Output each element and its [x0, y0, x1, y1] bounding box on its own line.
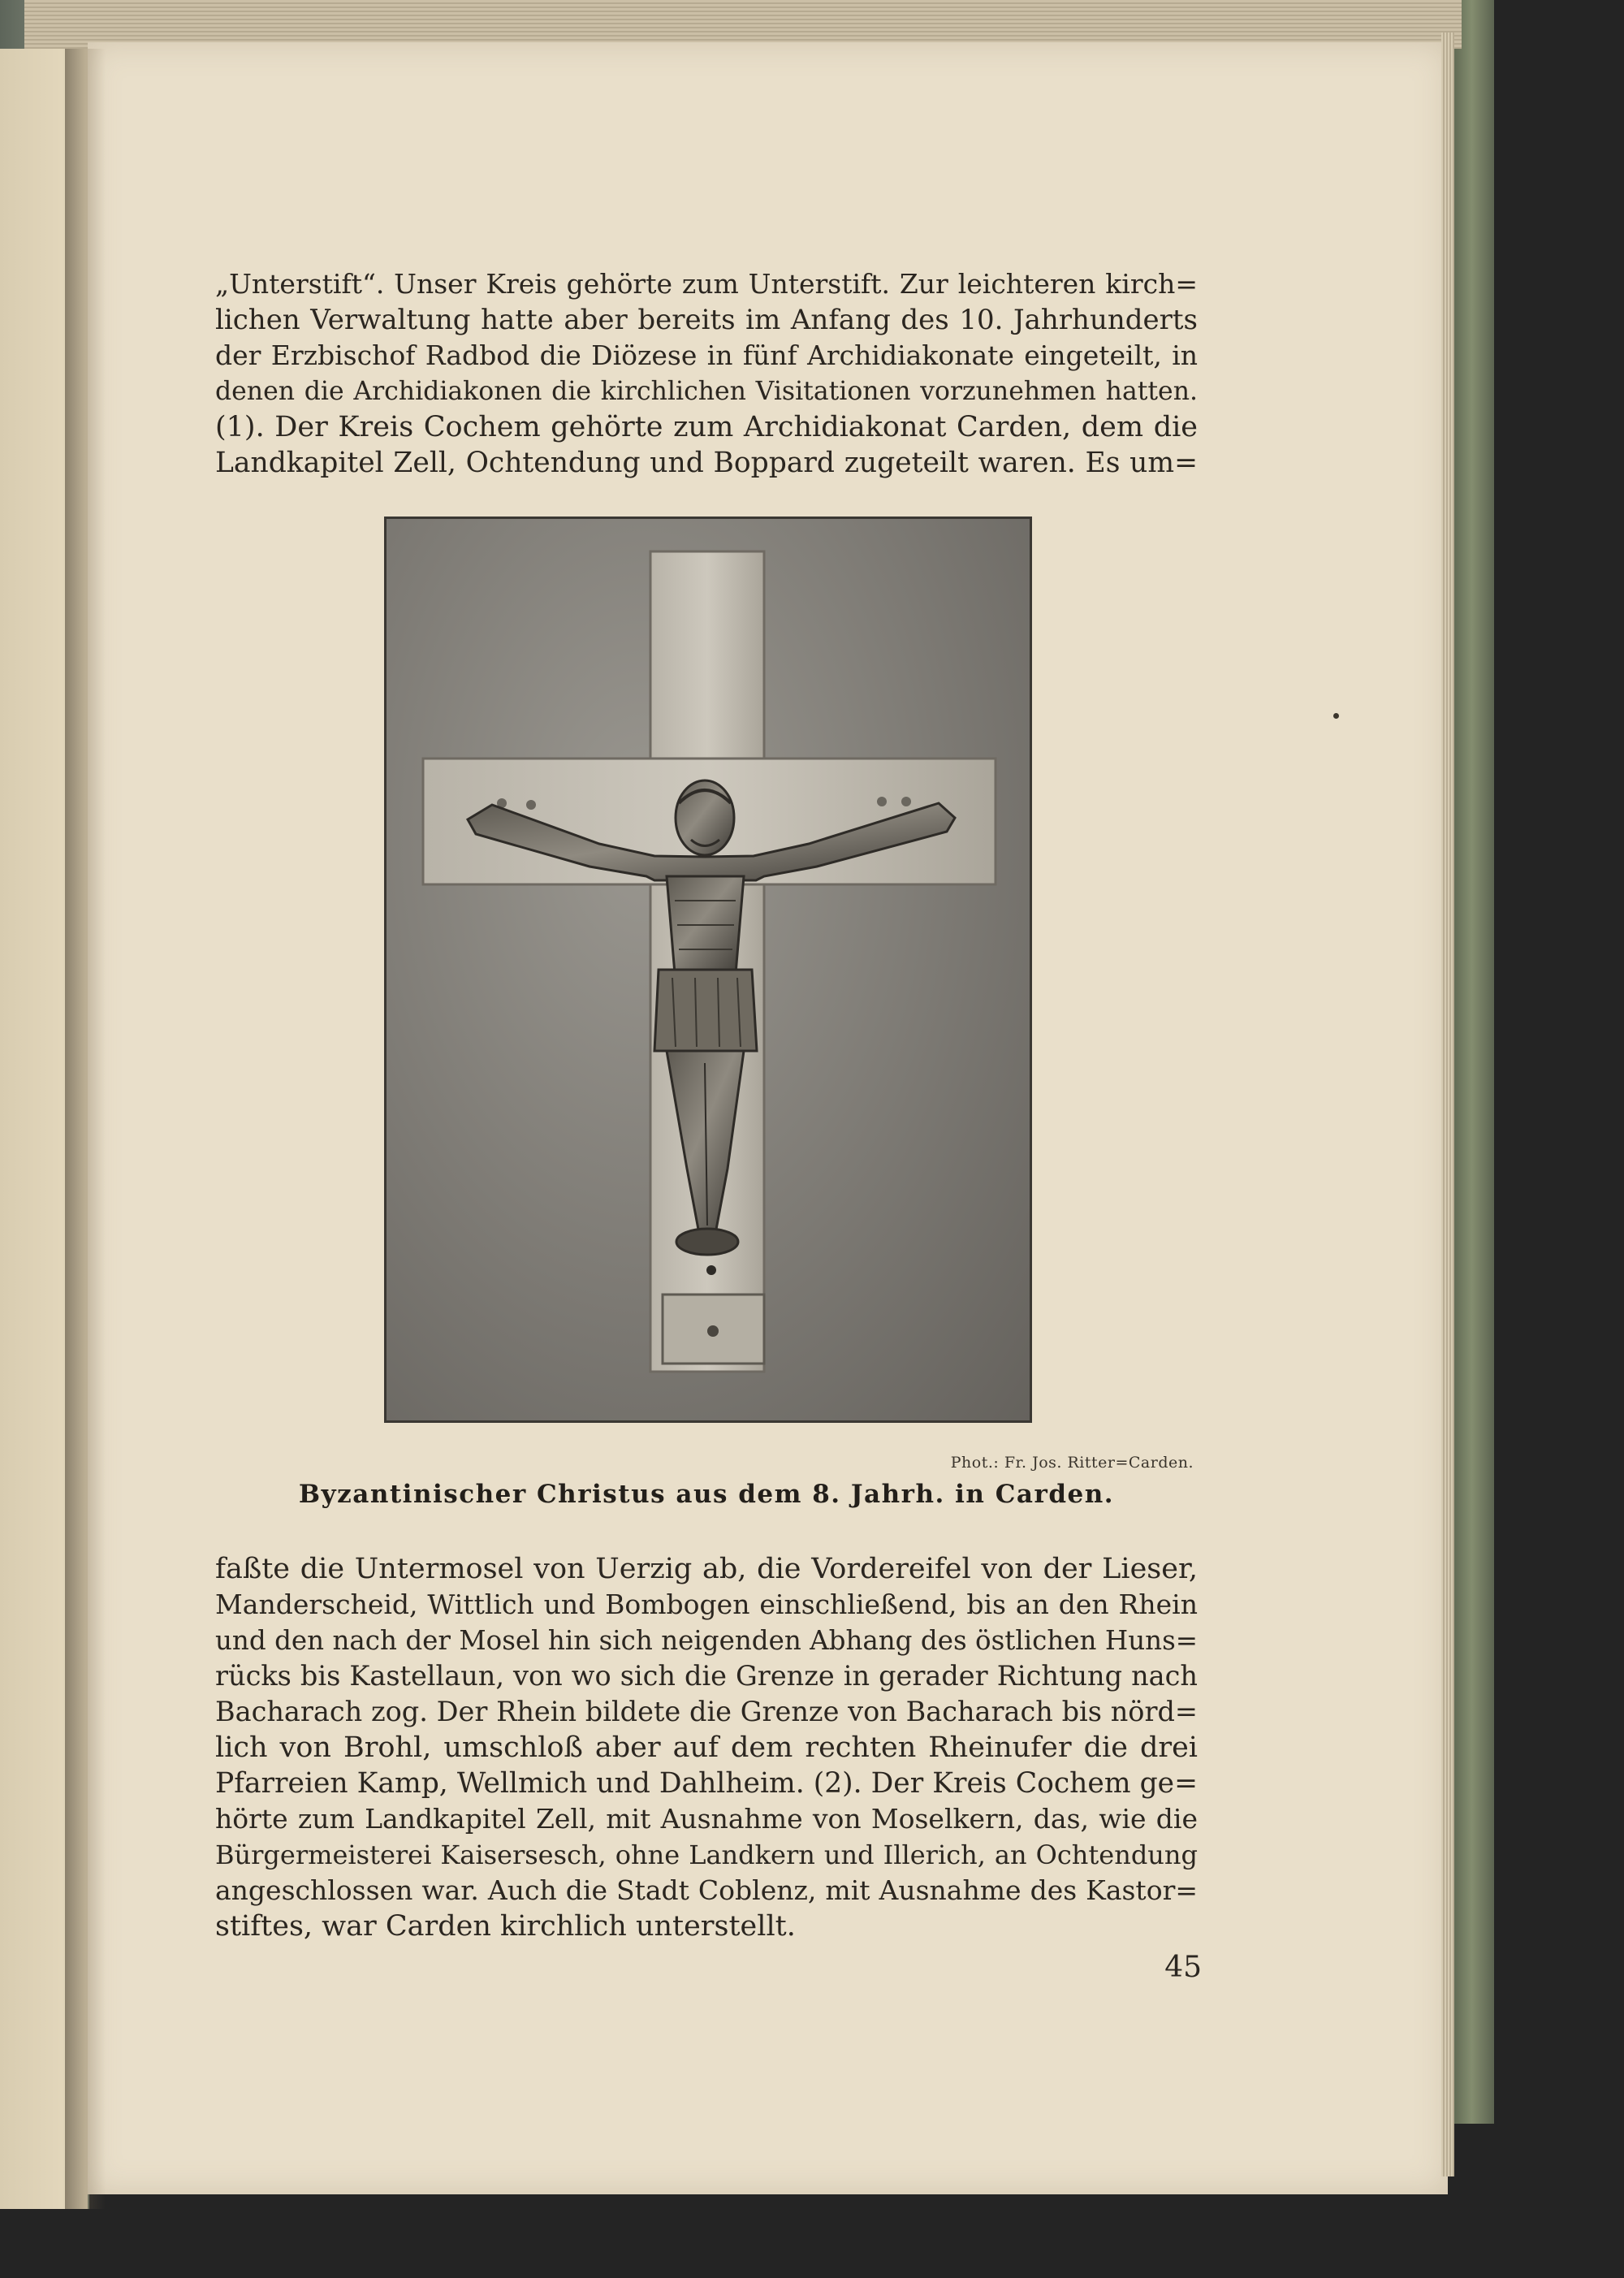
text-line: Landkapitel Zell, Ochtendung und Boppard zugeteilt waren. Es um=	[215, 447, 1198, 479]
text-line: faßte die Untermosel von Uerzig ab, die Vordereifel von der Lieser,	[215, 1553, 1198, 1585]
page-edges-right	[1441, 32, 1454, 2176]
book-gutter-shadow	[65, 49, 106, 2209]
text-line: stiftes, war Carden kirchlich unterstellt.	[215, 1910, 796, 1943]
text-line: hörte zum Landkapitel Zell, mit Ausnahme von Moselkern, das, wie die	[215, 1803, 1198, 1835]
figure-caption: Byzantinischer Christus aus dem 8. Jahrh. in Carden.	[298, 1480, 1115, 1509]
text-line: angeschlossen war. Auch die Stadt Coblenz, mit Ausnahme des Kastor=	[215, 1874, 1198, 1906]
crucifix-photograph	[384, 517, 1032, 1423]
text-line: der Erzbischof Radbod die Diözese in fünf Archidiakonate eingeteilt, in	[215, 339, 1198, 371]
paragraph-top	[215, 266, 1198, 481]
text-line: Bürgermeisterei Kaisersesch, ohne Landkern und Illerich, an Ochtendung	[215, 1839, 1198, 1870]
text-line: und den nach der Mosel hin sich neigenden Abhang des östlichen Huns=	[215, 1625, 1198, 1656]
text-line: lichen Verwaltung hatte aber bereits im Anfang des 10. Jahrhunderts	[215, 304, 1198, 336]
photo-credit: Phot.: Fr. Jos. Ritter=Carden.	[950, 1454, 1194, 1472]
paragraph-bottom	[215, 1551, 1198, 1944]
text-line: rücks bis Kastellaun, von wo sich die Grenze in gerader Richtung nach	[215, 1660, 1198, 1692]
text-line: Manderscheid, Wittlich und Bombogen einschließend, bis an den Rhein	[215, 1589, 1198, 1620]
text-line: lich von Brohl, umschloß aber auf dem rechten Rheinufer die drei	[215, 1731, 1198, 1764]
text-line: Pfarreien Kamp, Wellmich und Dahlheim. (2). Der Kreis Cochem ge=	[215, 1767, 1198, 1800]
text-line: denen die Archidiakonen die kirchlichen Visitationen vorzunehmen hatten.	[215, 377, 1198, 406]
text-line: „Unterstift“. Unser Kreis gehörte zum Unterstift. Zur leichteren kirch=	[215, 268, 1198, 300]
text-line: (1). Der Kreis Cochem gehörte zum Archidiakonat Carden, dem die	[215, 411, 1198, 443]
page-edges-top	[24, 0, 1462, 49]
text-line: Bacharach zog. Der Rhein bildete die Grenze von Bacharach bis nörd=	[215, 1696, 1198, 1727]
page-number: 45	[1164, 1951, 1202, 1984]
crucifix-illustration	[387, 519, 1030, 1420]
right-book-board	[1453, 0, 1494, 2124]
paper-speck	[1333, 713, 1339, 719]
